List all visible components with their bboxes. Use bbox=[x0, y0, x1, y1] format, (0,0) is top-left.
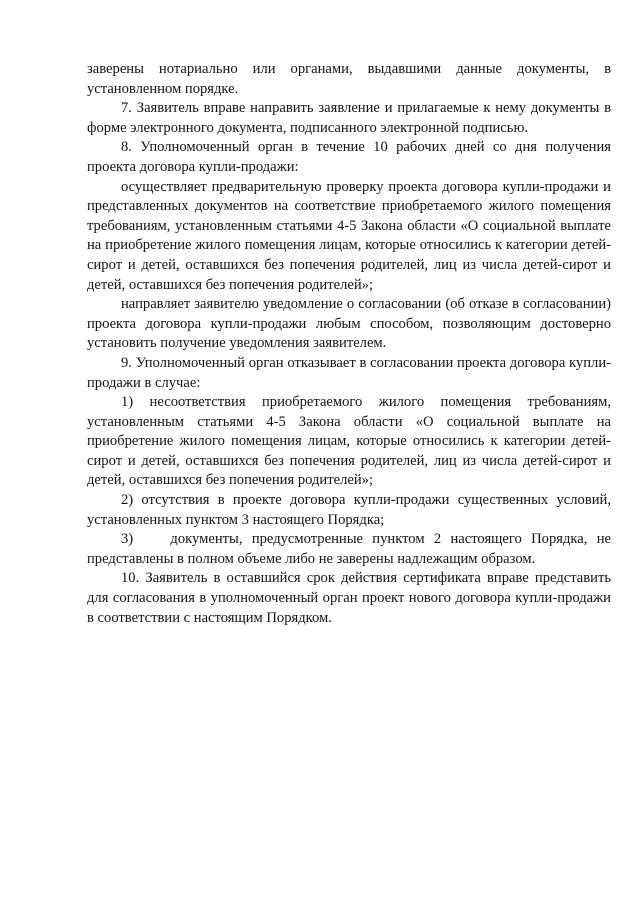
paragraph-item-8-notify: направляет заявителю уведомление о согласовании (об отказе в согласовании) проекта договора купли-продажи любым способом, позволяющим достоверно установить получение уведомления заявителем. bbox=[87, 296, 611, 352]
paragraph-item-10: 10. Заявитель в оставшийся срок действия сертификата вправе представить для согласования в уполномоченный орган проект нового договора купли-продажи в соответствии с настоящим Порядком. bbox=[87, 570, 611, 626]
paragraph-continuation: заверены нотариально или органами, выдавшими данные документы, в установленном порядке. bbox=[87, 61, 611, 97]
paragraph-item-9-1: 1) несоответствия приобретаемого жилого помещения требованиям, установленным статьями 4-5 Закона области «О социальной выплате на приобретение жилого помещения лицам, которые относились к категории детей-сирот и детей, оставшихся без попечения родителей, лиц из числа детей-сирот и детей, оставшихся без попечения родителей»; bbox=[87, 394, 611, 489]
paragraph-item-9: 9. Уполномоченный орган отказывает в согласовании проекта договора купли-продажи в случае: bbox=[87, 354, 611, 391]
paragraph-item-8-check: осуществляет предварительную проверку проекта договора купли-продажи и представленных документов на соответствие приобретаемого жилого помещения требованиям, установленным статьями 4-5 Закона области «О социальной выплате на приобретение жилого помещения лицам, которые относились к категории детей-сирот и детей, оставшихся без попечения родителей, лиц из числа детей-сирот и детей, оставшихся без попечения родителей»; bbox=[87, 178, 611, 293]
paragraph-item-8: 8. Уполномоченный орган в течение 10 рабочих дней со дня получения проекта договора купли-продажи: bbox=[87, 139, 611, 175]
document-body bbox=[87, 60, 615, 628]
paragraph-item-7: 7. Заявитель вправе направить заявление и прилагаемые к нему документы в форме электронного документа, подписанного электронной подписью. bbox=[87, 100, 611, 136]
paragraph-item-9-3: 3) документы, предусмотренные пунктом 2 настоящего Порядка, не представлены в полном объеме либо не заверены надлежащим образом. bbox=[87, 531, 615, 567]
paragraph-item-9-2: 2) отсутствия в проекте договора купли-продажи существенных условий, установленных пунктом 3 настоящего Порядка; bbox=[87, 492, 611, 528]
